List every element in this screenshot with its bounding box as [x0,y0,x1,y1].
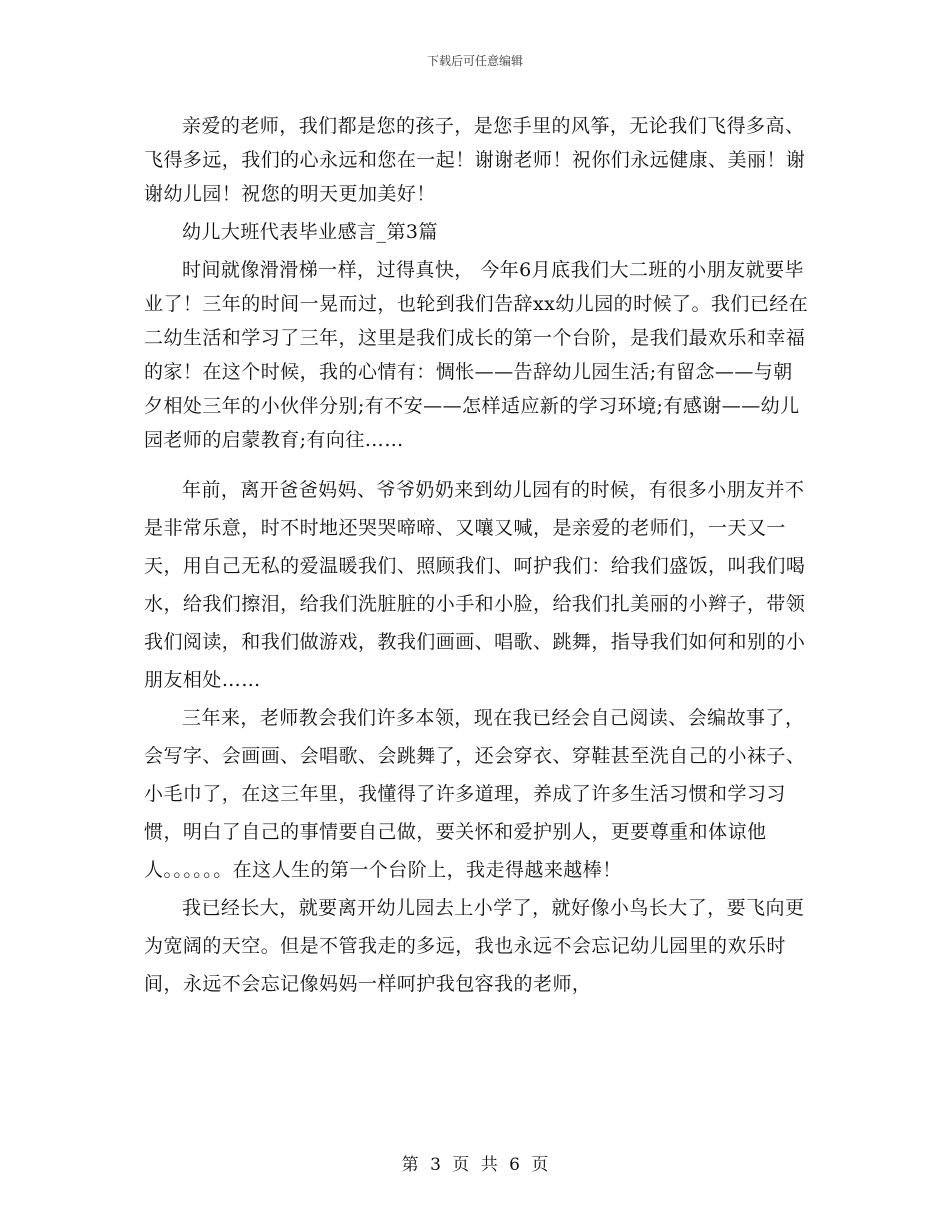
page-header-note: 下载后可任意编辑 [426,54,523,68]
document-body [144,109,812,1003]
paragraph-growing-up: 我已经长大，就要离开幼儿园去上小学了，就好像小鸟长大了，要飞向更为宽阔的天空。但是不管我走的多远，我也永远不会忘记幼儿园里的欢乐时间，永远不会忘记像妈妈一样呵护我包容我的老师， [144,897,805,995]
paragraph-teachers-care: 年前，离开爸爸妈妈、爷爷奶奶来到幼儿园有的时候，有很多小朋友并不是非常乐意，时不时地还哭哭啼啼、又嚷又喊，是亲爱的老师们，一天又一天，用自己无私的爱温暖我们、照顾我们、呵护我们：给我们盛饭，叫我们喝水，给我们擦泪，给我们洗脏脏的小手和小脸，给我们扎美丽的小辫子，带领我们阅读，和我们做游戏，教我们画画、唱歌、跳舞，指导我们如何和别的小朋友相处…… [144,479,806,691]
paragraph-closing-thanks: 亲爱的老师，我们都是您的孩子，是您手里的风筝，无论我们飞得多高、飞得多远，我们的心永远和您在一起！谢谢老师！祝你们永远健康、美丽！谢谢幼儿园！祝您的明天更加美好！ [144,115,806,205]
page-number: 第 3 页 共 6 页 [401,1155,549,1175]
section-heading: 幼儿大班代表毕业感言_第3篇 [182,221,438,243]
paragraph-time-flies: 时间就像滑滑梯一样，过得真快， 今年6月底我们大二班的小朋友就要毕业了！三年的时间一晃而过，也轮到我们告辞xx幼儿园的时候了。我们已经在二幼生活和学习了三年，这里是我们成长的第一个台阶，是我们最欢乐和幸福的家！在这个时候，我的心情有：惆怅——告辞幼儿园生活;有留念——与朝夕相处三年的小伙伴分别;有不安——怎样适应新的学习环境;有感谢——幼儿园老师的启蒙教育;有向往…… [144,259,809,451]
paragraph-skills-learned: 三年来，老师教会我们许多本领，现在我已经会自己阅读、会编故事了，会写字、会画画、会唱歌、会跳舞了，还会穿衣、穿鞋甚至洗自己的小袜子、小毛巾了，在这三年里，我懂得了许多道理，养成了许多生活习惯和学习习惯，明白了自己的事情要自己做，要关怀和爱护别人，更要尊重和体谅他人。。。。。。在这人生的第一个台阶上，我走得越来越棒！ [144,707,806,881]
